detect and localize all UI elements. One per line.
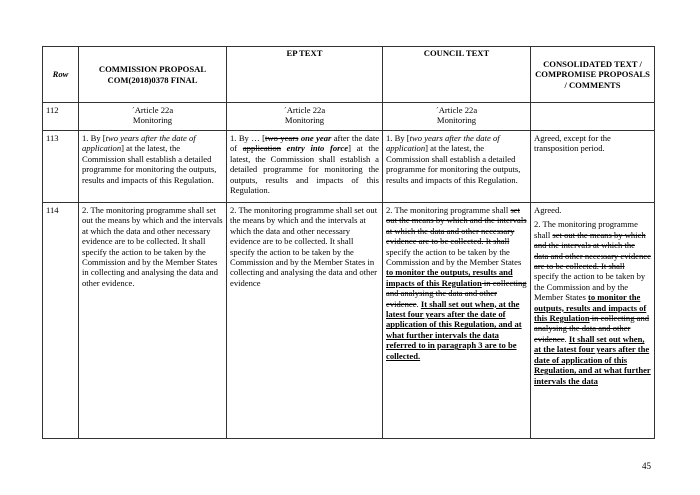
comparison-table bbox=[42, 46, 655, 439]
article-heading: Monitoring bbox=[132, 115, 173, 126]
header-ep: EP TEXT bbox=[227, 47, 383, 103]
commission-cell bbox=[79, 103, 227, 131]
ep-cell bbox=[227, 103, 383, 131]
ep-cell: 1. By … [two years one year after the date of application entry into force] at the latest, the Commission shall establish a detailed programme for monitoring the outputs, results and impacts of this Regulation. bbox=[227, 131, 383, 203]
commission-cell: 2. The monitoring programme shall set out the means by which and the intervals at which the data and other necessary evidence are to be collected. It shall specify the action to be taken by the Commission and by the Member States in collecting and analysing the data and other evidence. bbox=[79, 203, 227, 439]
consolidated-cell bbox=[531, 103, 655, 131]
deleted-text: in collecting and analysing the data and other evidence bbox=[534, 313, 650, 344]
council-cell: 1. By [two years after the date of application] at the latest, the Commission shall establish a detailed programme for monitoring the outputs, results and impacts of this Regulation. bbox=[383, 131, 531, 203]
added-text: entry into force bbox=[281, 143, 349, 154]
ep-cell: 2. The monitoring programme shall set out the means by which and the intervals at which the data and other necessary evidence are to be collected. It shall specify the action to be taken by the Commission and by the Member States in collecting and analysing the data and other evidence bbox=[227, 203, 383, 439]
header-row bbox=[43, 47, 655, 103]
table-row bbox=[43, 103, 655, 131]
page-number: 45 bbox=[642, 461, 651, 471]
council-cell bbox=[383, 103, 531, 131]
deleted-text: application bbox=[242, 143, 282, 154]
header-commission: COMMISSION PROPOSAL COM(2018)0378 FINAL bbox=[79, 47, 227, 103]
consolidated-cell: Agreed. 2. The monitoring programme shall set out the means by which and the intervals at which the data and other necessary evidence are to be collected. It shall specify the action to be taken by the Commission and by the Member States to monitor the outputs, results and impacts of this Regulation in collecting and analysing the data and other evidence. It shall set out when, at the latest four years after the date of application of this Regulation, and at what further intervals the data bbox=[531, 203, 655, 439]
header-row-label: Row bbox=[43, 47, 79, 103]
added-text: It shall set out when, at the latest four years after the date of application of this Regulation, and at what further intervals the data bbox=[534, 333, 651, 386]
commission-cell: 1. By [two years after the date of application] at the latest, the Commission shall establish a detailed programme for monitoring the outputs, results and impacts of this Regulation. bbox=[79, 131, 227, 203]
agreed-label: Agreed. bbox=[534, 205, 562, 215]
council-cell: 2. The monitoring programme shall set out the means by which and the intervals at which the data and other necessary evidence are to be collected. It shall specify the action to be taken by the Commission and by the Member States to monitor the outputs, results and impacts of this Regulation in collecting and analysing the data and other evidence. It shall set out when, at the latest four years after the date of application of this Regulation, and at what further intervals the data referred to in paragraph 3 are to be collected. bbox=[383, 203, 531, 439]
added-text: It shall set out when, at the latest four years after the date of application of this Regulation, and at what further intervals the data referred to in paragraph 3 are to be collected. bbox=[386, 298, 522, 361]
added-text: to monitor the outputs, results and impacts of this Regulation bbox=[534, 292, 647, 324]
header-consolidated: CONSOLIDATED TEXT / COMPROMISE PROPOSALS / COMMENTS bbox=[531, 47, 655, 103]
row-number: 113 bbox=[43, 131, 79, 203]
table-row bbox=[43, 131, 655, 203]
article-title: ´Article 22a bbox=[283, 105, 326, 115]
row-number: 112 bbox=[43, 103, 79, 131]
article-title: ´Article 22a bbox=[435, 105, 478, 115]
deleted-text: in collecting and analysing the data and other evidence bbox=[386, 277, 527, 309]
added-text: one year bbox=[298, 133, 332, 143]
article-heading: Monitoring bbox=[284, 115, 325, 126]
table-row bbox=[43, 203, 655, 439]
consolidated-cell: Agreed, except for the transposition period. bbox=[531, 131, 655, 203]
article-title: ´Article 22a bbox=[131, 105, 174, 115]
deleted-text: set out the means by which and the intervals at which the data and other necessary evidence are to be collected. It shall bbox=[386, 205, 527, 247]
header-council: COUNCIL TEXT bbox=[383, 47, 531, 103]
deleted-text: set out the means by which and the intervals at which the data and other necessary evidence are to be collected. It shall bbox=[534, 229, 651, 272]
deleted-text: two years bbox=[265, 133, 299, 143]
article-heading: Monitoring bbox=[436, 115, 477, 126]
added-text: to monitor the outputs, results and impacts of this Regulation bbox=[386, 267, 513, 288]
row-number: 114 bbox=[43, 203, 79, 439]
